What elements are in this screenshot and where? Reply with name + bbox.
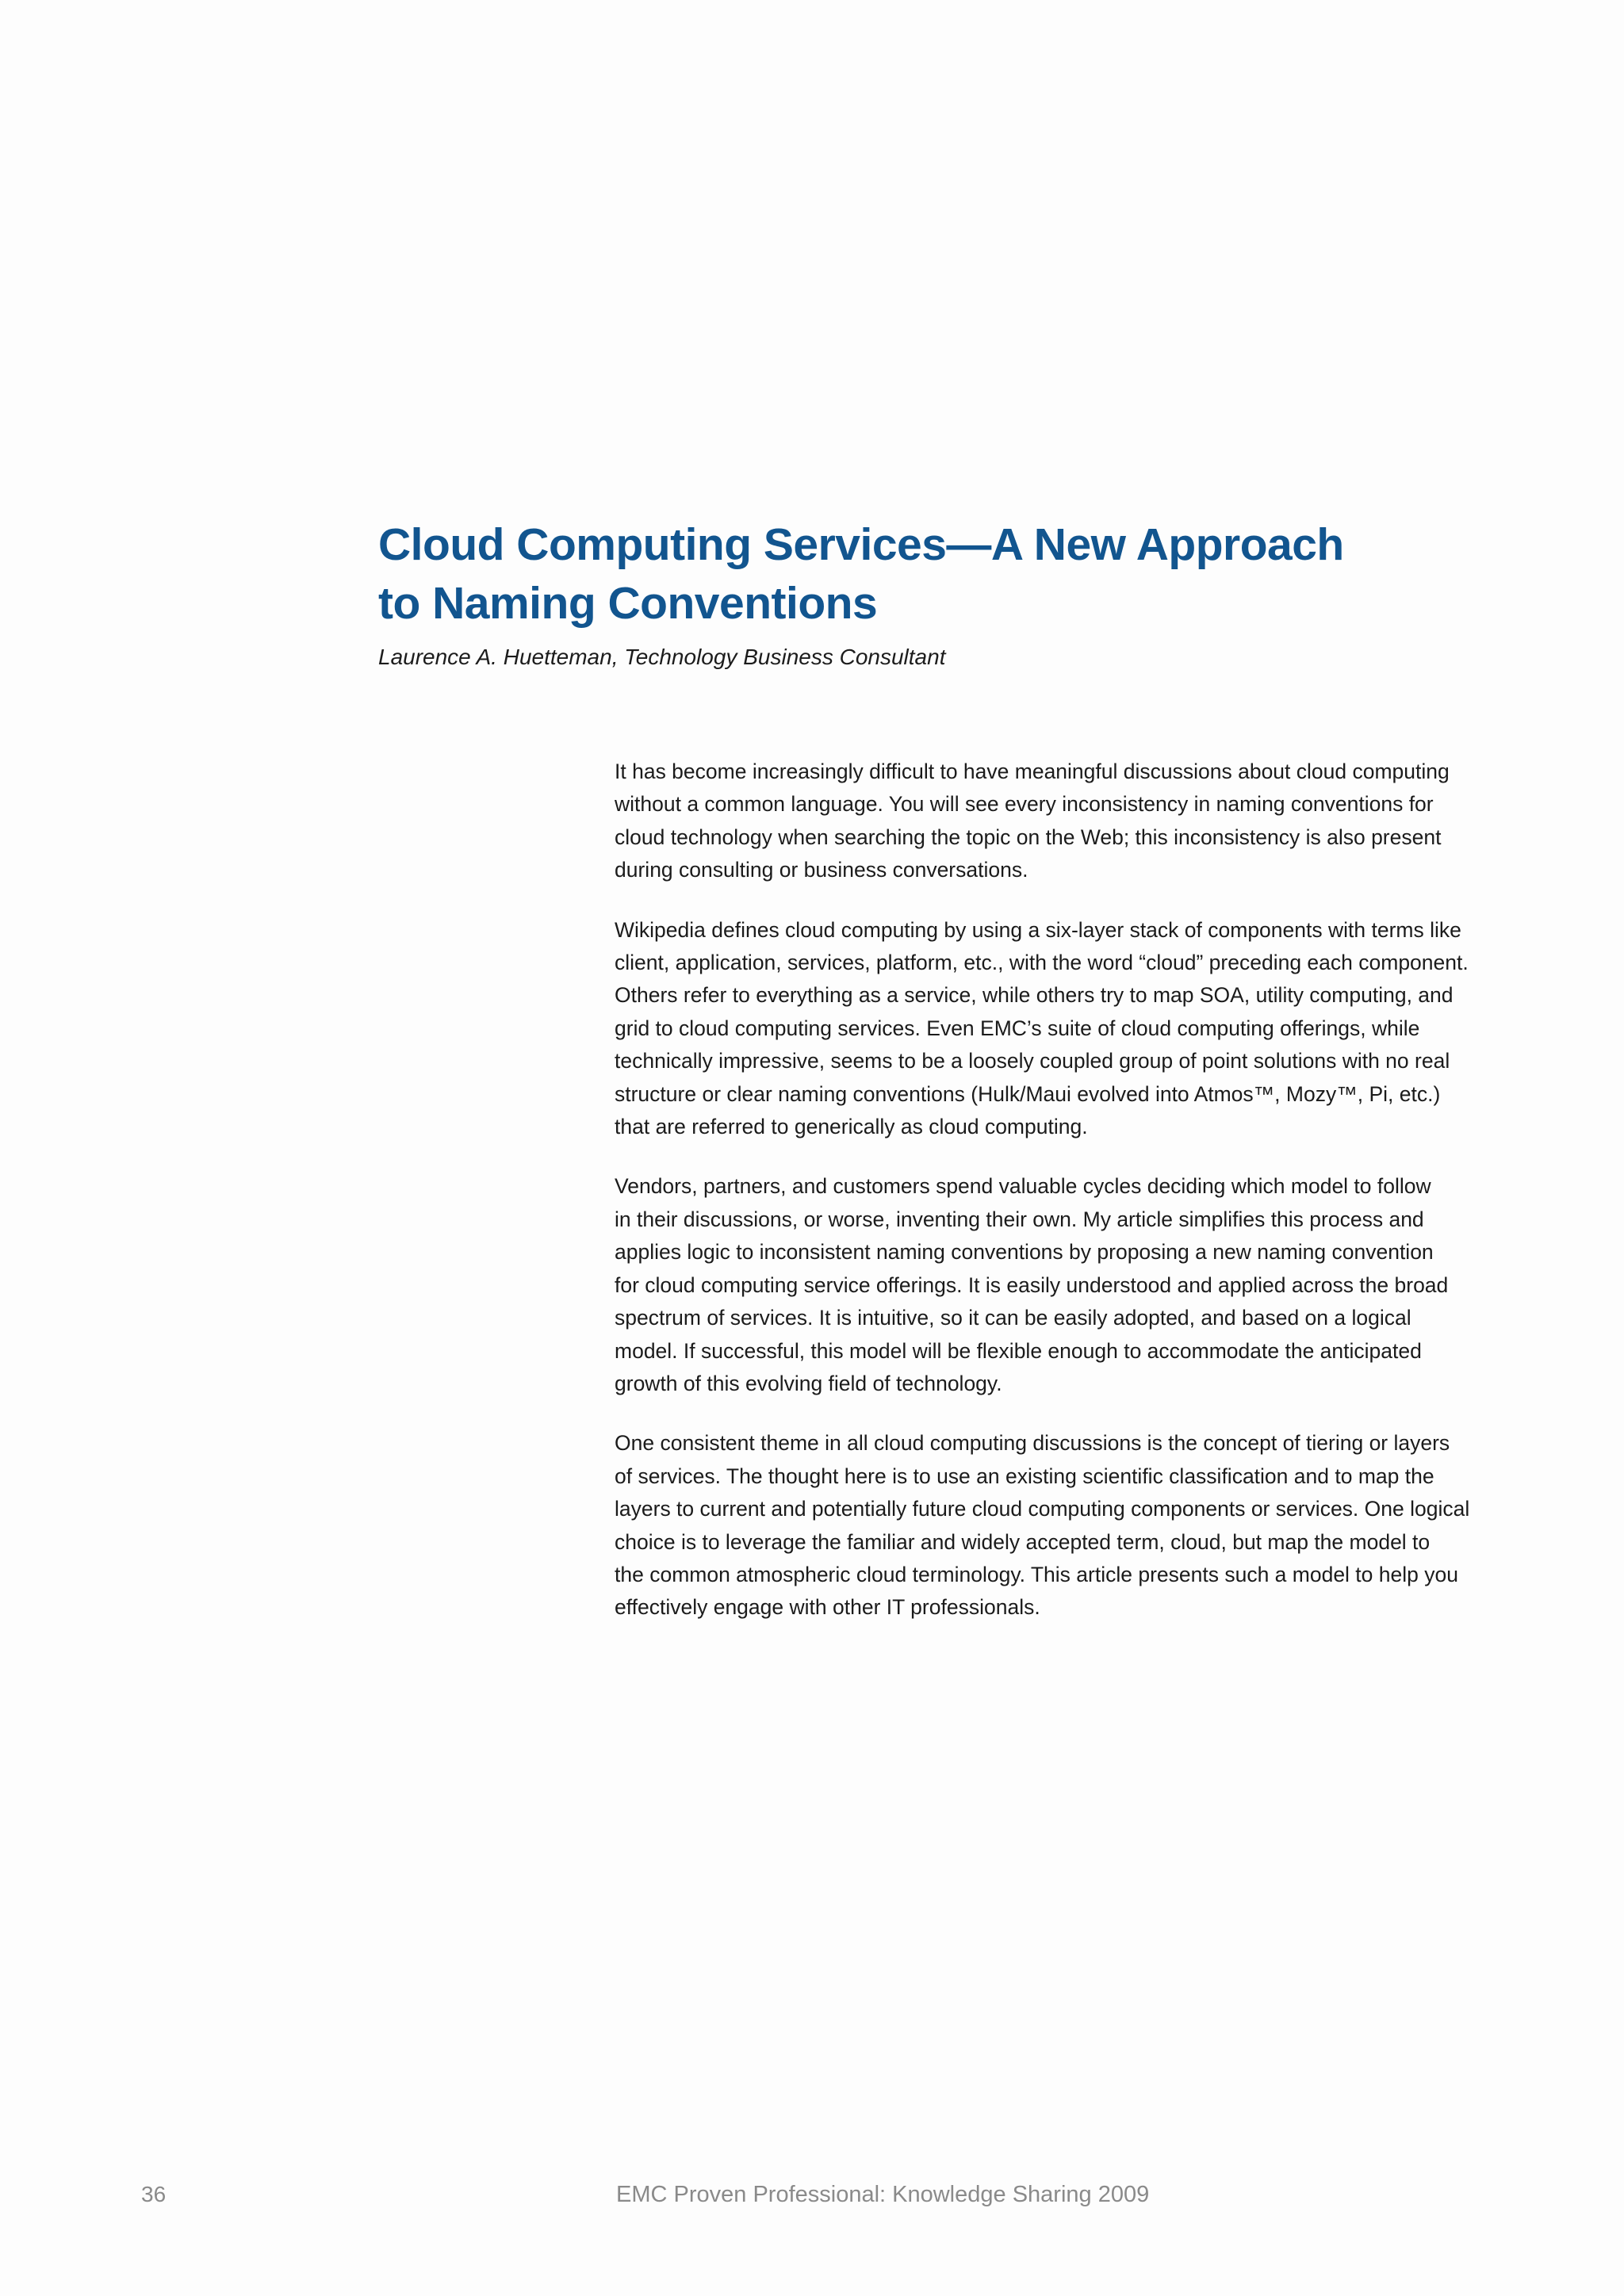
article-byline: Laurence A. Huetteman, Technology Business Consultant xyxy=(378,645,946,669)
paragraph-line: applies logic to inconsistent naming conventions by proposing a new naming convention xyxy=(615,1240,1434,1265)
paragraph-line: structure or clear naming conventions (Hulk/Maui evolved into Atmos™, Mozy™, Pi, etc.) xyxy=(615,1081,1441,1106)
paragraph-line: growth of this evolving field of technology. xyxy=(615,1371,1002,1395)
body-paragraph xyxy=(615,1170,1526,1400)
paragraph-line: Others refer to everything as a service, while others try to map SOA, utility computing, and xyxy=(615,983,1454,1008)
paragraph-line: choice is to leverage the familiar and widely accepted term, cloud, but map the model to xyxy=(615,1529,1431,1554)
paragraph-line: effectively engage with other IT professionals. xyxy=(615,1595,1040,1620)
paragraph-line: One consistent theme in all cloud computing discussions is the concept of tiering or layers xyxy=(615,1431,1450,1456)
paragraph-line: in their discussions, or worse, inventing their own. My article simplifies this process and xyxy=(615,1207,1424,1231)
paragraph-line: Wikipedia defines cloud computing by using a six-layer stack of components with terms like xyxy=(615,917,1461,942)
page-number: 36 xyxy=(141,2182,167,2206)
paragraph-line: Vendors, partners, and customers spend valuable cycles deciding which model to follow xyxy=(615,1174,1431,1199)
article-body xyxy=(615,756,1526,1651)
body-paragraph xyxy=(615,1427,1526,1624)
paragraph-line: spectrum of services. It is intuitive, so it can be easily adopted, and based on a logical xyxy=(615,1306,1411,1330)
paragraph-line: of services. The thought here is to use an existing scientific classification and to map the xyxy=(615,1464,1434,1488)
paragraph-line: for cloud computing service offerings. It is easily understood and applied across the broad xyxy=(615,1272,1449,1297)
paragraph-line: cloud technology when searching the topic on the Web; this inconsistency is also present xyxy=(615,825,1442,849)
paragraph-line: during consulting or business conversations. xyxy=(615,858,1028,882)
footer-publication: EMC Proven Professional: Knowledge Sharing 2009 xyxy=(616,2182,1150,2207)
article-title-line: to Naming Conventions xyxy=(378,578,878,629)
article-title-line: Cloud Computing Services—A New Approach xyxy=(378,519,1344,570)
paragraph-line: the common atmospheric cloud terminology. This article presents such a model to help you xyxy=(615,1562,1458,1586)
paragraph-line: grid to cloud computing services. Even EMC’s suite of cloud computing offerings, while xyxy=(615,1016,1420,1040)
paragraph-line: layers to current and potentially future cloud computing components or services. One logical xyxy=(615,1497,1470,1521)
body-paragraph xyxy=(615,914,1526,1144)
paragraph-line: without a common language. You will see every inconsistency in naming conventions for xyxy=(615,792,1434,817)
article-title xyxy=(378,515,1409,633)
paragraph-line: It has become increasingly difficult to have meaningful discussions about cloud computing xyxy=(615,760,1450,783)
paragraph-line: that are referred to generically as cloud computing. xyxy=(615,1115,1088,1139)
paragraph-line: client, application, services, platform, etc., with the word “cloud” preceding each component. xyxy=(615,951,1469,975)
paragraph-line: technically impressive, seems to be a loosely coupled group of point solutions with no real xyxy=(615,1049,1450,1073)
body-paragraph xyxy=(615,756,1526,887)
paragraph-line: model. If successful, this model will be flexible enough to accommodate the anticipated xyxy=(615,1338,1422,1363)
